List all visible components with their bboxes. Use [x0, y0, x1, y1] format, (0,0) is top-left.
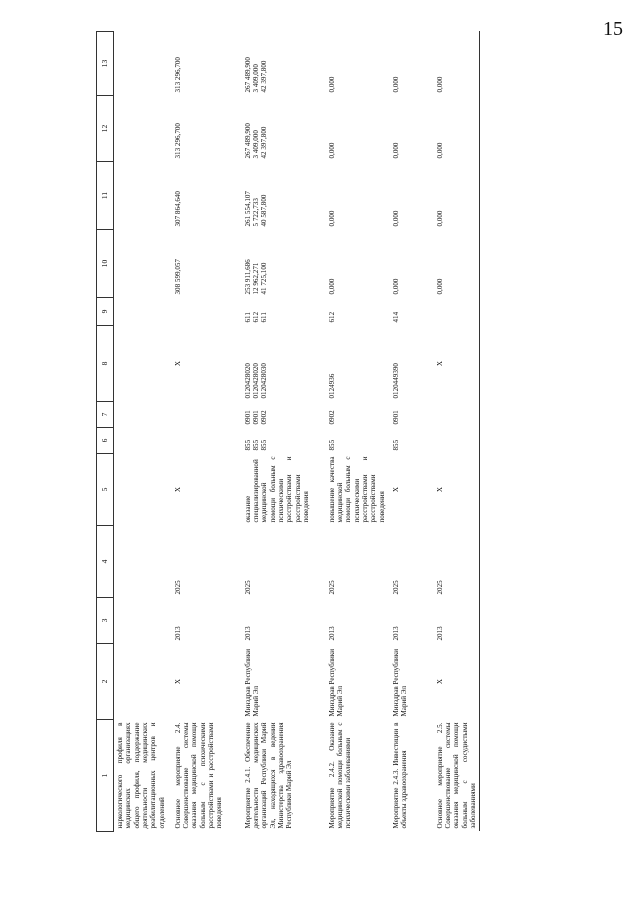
table-cell-c13 — [434, 32, 480, 96]
table-cell-c13 — [172, 32, 242, 96]
table-row — [172, 32, 242, 832]
table-cell-c2: X — [173, 678, 182, 685]
cell-value: 3 409,000 — [251, 130, 260, 159]
cell-value: 0120449390 — [391, 363, 400, 399]
table-cell-c13 — [326, 32, 390, 96]
cell-value: 253 911,686 — [243, 259, 252, 295]
cell-value: 40 587,800 — [260, 194, 269, 227]
table-cell-c7 — [326, 402, 390, 428]
table-cell-c10 — [434, 230, 480, 298]
table-cell-c9 — [114, 298, 172, 326]
cell-value: 307 864,640 — [173, 191, 182, 227]
table-cell-c4 — [114, 526, 172, 598]
cell-value: 308 599,057 — [173, 259, 182, 295]
table-cell-c8 — [326, 326, 390, 402]
table-cell-c10 — [114, 230, 172, 298]
table-cell-c8 — [172, 326, 242, 402]
page-number: 15 — [603, 18, 623, 40]
cell-value: 42 397,800 — [260, 60, 269, 93]
table-body — [114, 32, 480, 832]
table-cell-c12 — [242, 96, 326, 162]
table-cell-c2: Минздрав Республики Марий Эл — [327, 648, 344, 717]
table-cell-c5: X — [391, 486, 400, 493]
cell-value: 41 725,100 — [260, 262, 269, 295]
table-cell-c9 — [172, 298, 242, 326]
table-cell-c1: наркологического профиля в медицинских организациях общего профиля, поддержание деятельности медицинских реабилитационных центров и отделений — [116, 722, 166, 829]
header-cell: 5 — [97, 454, 114, 526]
header-cell: 2 — [97, 644, 114, 720]
table-cell-c8 — [242, 326, 326, 402]
table-cell-c4: 2025 — [391, 580, 400, 595]
cell-value: 0,000 — [391, 76, 400, 93]
cell-value: 0120428020 — [243, 363, 252, 399]
cell-value: 313 296,700 — [173, 123, 182, 159]
cell-value: 612 — [251, 311, 260, 323]
table-cell-c7 — [390, 402, 434, 428]
cell-value: X — [173, 360, 182, 367]
table-cell-c6 — [390, 428, 434, 454]
table-cell-c6 — [114, 428, 172, 454]
table-row — [242, 32, 326, 832]
cell-value: 0,000 — [435, 278, 444, 295]
bottom-rule — [480, 32, 481, 832]
table-cell-c3: 2013 — [173, 626, 182, 641]
header-cell: 12 — [97, 96, 114, 162]
cell-value: 855 — [251, 439, 260, 451]
table-cell-c1: Мероприятие 2.4.2. Оказание медицинской помощи больным с психическими заболеваниями — [327, 722, 353, 829]
rotated-table-container — [96, 32, 624, 832]
table-cell-c13 — [114, 32, 172, 96]
table-cell-c11 — [114, 162, 172, 230]
header-cell: 8 — [97, 326, 114, 402]
table-cell-c6 — [434, 428, 480, 454]
table-cell-c12 — [434, 96, 480, 162]
table-cell-c2: X — [435, 678, 444, 685]
cell-value: 0124936 — [327, 373, 336, 399]
header-row — [97, 32, 114, 832]
cell-value: 0,000 — [327, 210, 336, 227]
table-cell-c5: оказание специализированной медицинской помощи больным с психическими расстройствами и расстройствами поведения — [243, 456, 311, 523]
table-cell-c11 — [390, 162, 434, 230]
table-cell-c8 — [114, 326, 172, 402]
table-cell-c10 — [326, 230, 390, 298]
cell-value: 261 554,107 — [243, 191, 252, 227]
header-cell: 6 — [97, 428, 114, 454]
table-cell-c5: повышение качества медицинской помощи больным с психическими расстройствами и расстройствами поведения — [327, 456, 386, 523]
table-row — [114, 32, 172, 832]
table-cell-c3: 2013 — [391, 626, 400, 641]
table-cell-c3 — [114, 598, 172, 644]
table-cell-c12 — [326, 96, 390, 162]
table-cell-c9 — [434, 298, 480, 326]
cell-value: X — [435, 360, 444, 367]
cell-value: 0,000 — [435, 210, 444, 227]
cell-value: 0,000 — [327, 278, 336, 295]
table-row — [434, 32, 480, 832]
table-cell-c10 — [390, 230, 434, 298]
header-cell: 10 — [97, 230, 114, 298]
table-cell-c3: 2013 — [435, 626, 444, 641]
cell-value: 0,000 — [327, 76, 336, 93]
table-cell-c8 — [390, 326, 434, 402]
table-cell-c3: 2013 — [243, 626, 252, 641]
table-cell-c12 — [172, 96, 242, 162]
header-cell: 9 — [97, 298, 114, 326]
cell-value: 267 489,900 — [243, 57, 252, 93]
table-cell-c9 — [326, 298, 390, 326]
cell-value: 611 — [243, 312, 252, 323]
table-cell-c2 — [114, 644, 172, 720]
table-cell-c1: Основное мероприятие 2.4. Совершенствование системы оказания медицинской помощи больным с психическими расстройствами и расстройствами поведения — [173, 722, 224, 829]
table-cell-c12 — [114, 96, 172, 162]
table-cell-c11 — [172, 162, 242, 230]
table-cell-c6 — [242, 428, 326, 454]
cell-value: 0902 — [327, 410, 336, 425]
cell-value: 0120428030 — [260, 363, 269, 399]
program-table — [96, 31, 480, 832]
table-cell-c7 — [434, 402, 480, 428]
table-cell-c9 — [242, 298, 326, 326]
cell-value: 612 — [327, 311, 336, 323]
table-cell-c7 — [114, 402, 172, 428]
table-cell-c1: Мероприятие 2.4.1. Обеспечение деятельности медицинских организаций Республики Марий Эл, находящихся в ведении Министерства здравоохранения Республики Марий Эл — [243, 722, 294, 829]
table-cell-c5 — [114, 454, 172, 526]
cell-value: 12 962,271 — [251, 262, 260, 295]
table-cell-c12 — [390, 96, 434, 162]
cell-value: 855 — [327, 439, 336, 451]
table-cell-c4: 2025 — [173, 580, 182, 595]
cell-value: 267 489,900 — [243, 123, 252, 159]
header-cell: 11 — [97, 162, 114, 230]
table-row — [390, 32, 434, 832]
cell-value: 414 — [391, 311, 400, 323]
table-cell-c6 — [326, 428, 390, 454]
cell-value: 42 397,800 — [260, 126, 269, 159]
table-cell-c5: X — [173, 486, 182, 493]
table-cell-c3: 2013 — [327, 626, 336, 641]
table-cell-c1: Основное мероприятие 2.5. Совершенствование системы оказания медицинской помощи больным с сосудистыми заболеваниями — [435, 722, 477, 829]
table-cell-c4: 2025 — [435, 580, 444, 595]
table-cell-c10 — [242, 230, 326, 298]
cell-value: 0,000 — [391, 210, 400, 227]
header-cell: 1 — [97, 720, 114, 832]
table-cell-c10 — [172, 230, 242, 298]
cell-value: 0,000 — [435, 142, 444, 159]
table-cell-c11 — [242, 162, 326, 230]
table-row — [326, 32, 390, 832]
cell-value: 0901 — [251, 410, 260, 425]
table-cell-c4: 2025 — [243, 580, 252, 595]
cell-value: 855 — [243, 439, 252, 451]
cell-value: 0902 — [260, 410, 269, 425]
cell-value: 0901 — [243, 410, 252, 425]
table-cell-c1: Мероприятие 2.4.3. Инвестиции в объекты здравоохранения — [391, 722, 408, 829]
header-cell: 4 — [97, 526, 114, 598]
table-cell-c8 — [434, 326, 480, 402]
cell-value: 313 296,700 — [173, 57, 182, 93]
table-cell-c7 — [172, 402, 242, 428]
cell-value: 0,000 — [391, 278, 400, 295]
table-cell-c9 — [390, 298, 434, 326]
cell-value: 0,000 — [391, 142, 400, 159]
header-cell: 13 — [97, 32, 114, 96]
cell-value: 611 — [260, 312, 269, 323]
cell-value: 3 409,000 — [251, 64, 260, 93]
table-cell-c2: Минздрав Республики Марий Эл — [391, 648, 408, 717]
header-cell: 3 — [97, 598, 114, 644]
cell-value: 855 — [260, 439, 269, 451]
cell-value: 0120428020 — [251, 363, 260, 399]
header-cell: 7 — [97, 402, 114, 428]
table-cell-c13 — [390, 32, 434, 96]
table-cell-c6 — [172, 428, 242, 454]
cell-value: 0901 — [391, 410, 400, 425]
cell-value: 5 722,733 — [251, 198, 260, 227]
table-cell-c2: Минздрав Республики Марий Эл — [243, 648, 260, 717]
table-cell-c13 — [242, 32, 326, 96]
table-cell-c7 — [242, 402, 326, 428]
table-cell-c11 — [326, 162, 390, 230]
table-cell-c4: 2025 — [327, 580, 336, 595]
table-cell-c11 — [434, 162, 480, 230]
cell-value: 0,000 — [435, 76, 444, 93]
cell-value: 0,000 — [327, 142, 336, 159]
table-cell-c5: X — [435, 486, 444, 493]
cell-value: 855 — [391, 439, 400, 451]
